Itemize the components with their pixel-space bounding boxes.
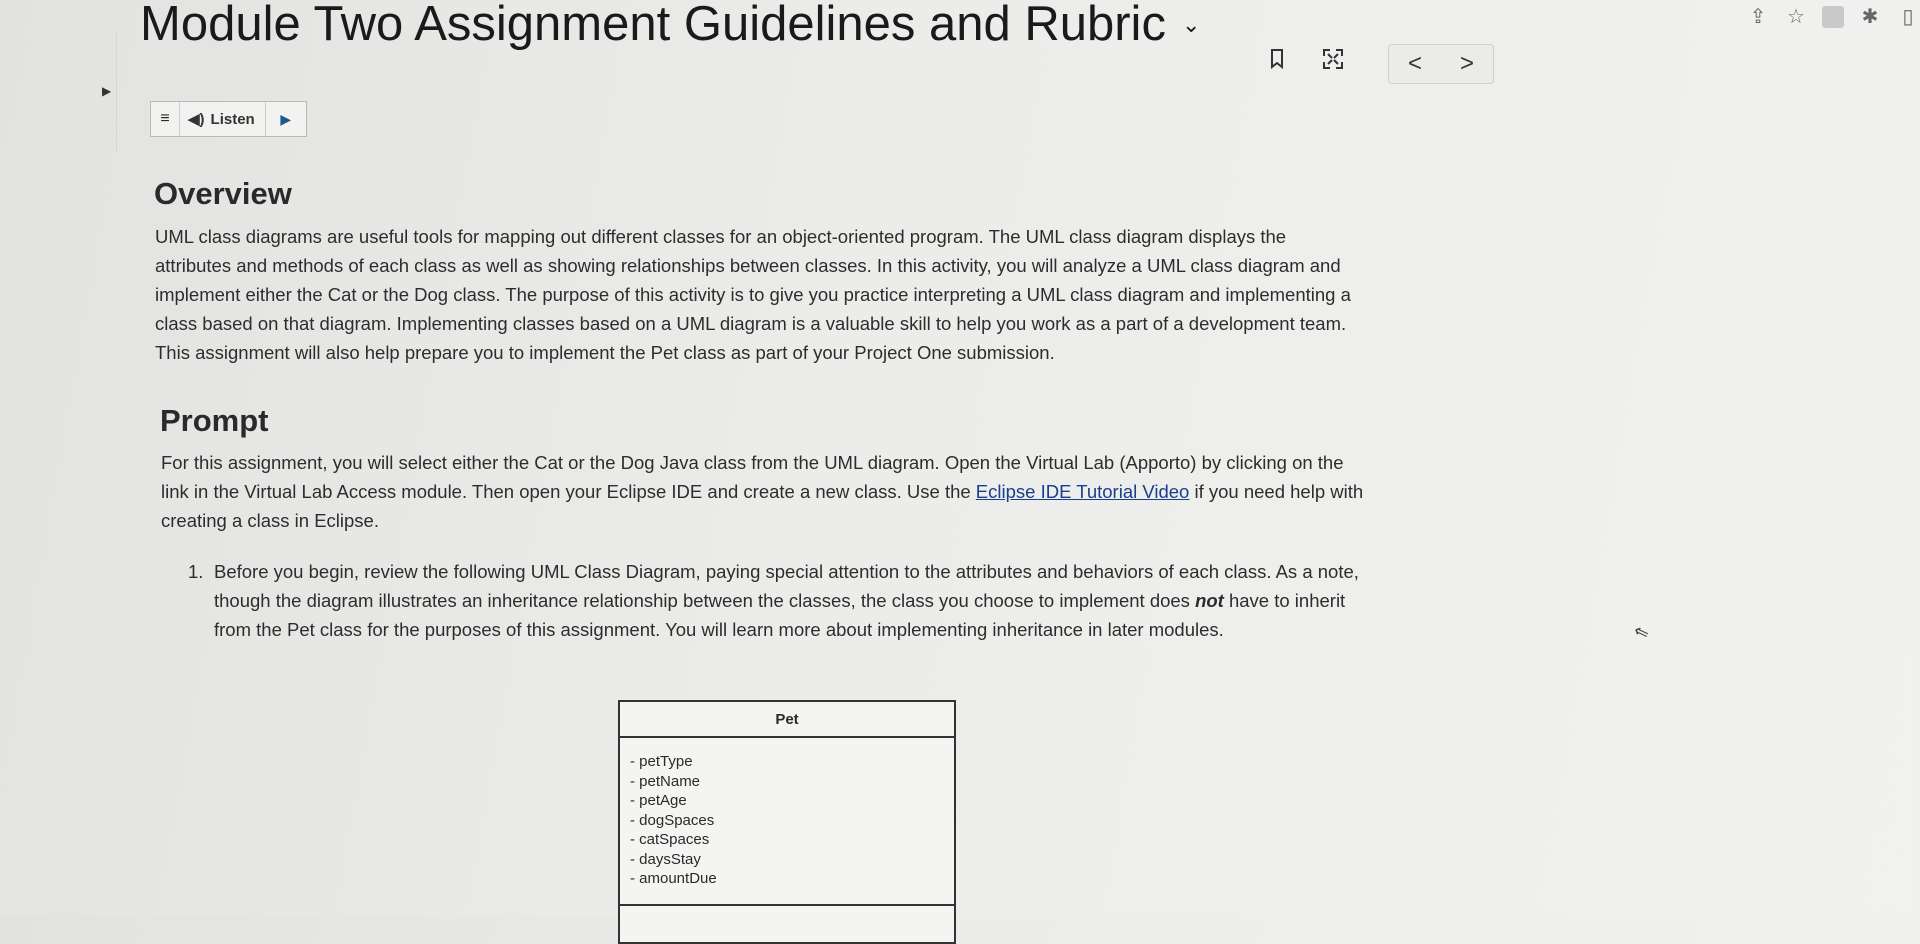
play-icon[interactable]: ▶ [280,110,292,127]
prompt-line: creating a class in Eclipse. [161,510,379,531]
uml-attribute: - petAge [630,792,687,809]
eclipse-tutorial-link[interactable]: Eclipse IDE Tutorial Video [975,481,1190,502]
uml-attribute: - amountDue [630,870,717,887]
read-aloud-widget [150,101,307,137]
prompt-text: if you need help with [1189,481,1364,502]
topic-navigation [1388,44,1494,84]
overview-line: class based on that diagram. Implementing classes based on a UML diagram is a valuable skill to help you work as a part of a development team. [155,313,1347,334]
list-item-text [214,557,1359,644]
content-tools [1270,48,1344,76]
prompt-line: For this assignment, you will select either the Cat or the Dog Java class from the UML diagram. Open the Virtual Lab (Apporto) by clicking on the [161,452,1344,473]
list-item-line [214,586,1359,615]
list-text: have to inherit [1223,590,1346,611]
list-item-line: from the Pet class for the purposes of this assignment. You will learn more about implementing inheritance in later modules. [214,619,1224,640]
next-topic-button[interactable]: > [1459,50,1474,77]
share-icon[interactable]: ⇪ [1749,6,1767,28]
uml-class-name: Pet [620,702,954,738]
prompt-line [161,477,1461,506]
uml-attribute: - petName [630,772,701,790]
prompt-paragraph [161,448,1461,535]
list-item-number: 1. [188,561,204,582]
list-text: though the diagram illustrates an inheritance relationship between the classes, the class you choose to implement does [214,590,1196,611]
list-item [188,557,1438,644]
prompt-heading: Prompt [160,403,269,438]
title-chevron-down-icon[interactable]: ⌄ [1181,12,1201,37]
uml-attribute: - daysStay [630,850,701,868]
page-title-text: Module Two Assignment Guidelines and Rubric [140,0,1166,51]
puzzle-icon[interactable]: ✱ [1861,6,1879,28]
listen-label: Listen [210,110,255,128]
page-title [140,0,1200,52]
expand-panel-icon[interactable]: ▶ [102,84,112,98]
extension-icon[interactable] [1822,6,1844,28]
prompt-text: link in the Virtual Lab Access module. Then open your Eclipse IDE and create a new class. Use the [161,481,976,502]
fullscreen-icon[interactable] [1322,48,1344,76]
overview-line: UML class diagrams are useful tools for mapping out different classes for an object-oriented program. The UML class diagram displays the [155,226,1287,247]
emphasis-not: not [1195,590,1224,611]
overview-heading: Overview [154,176,292,211]
uml-attribute: - dogSpaces [630,811,715,829]
uml-class-diagram [618,700,956,944]
listen-button[interactable] [180,102,266,136]
speaker-icon: ◀) [188,111,205,128]
star-icon[interactable]: ☆ [1787,6,1805,28]
mouse-cursor-icon: ⇖ [1630,620,1652,645]
uml-attribute: - petType [630,753,693,770]
steps-list [188,557,1438,644]
menu-icon[interactable]: ≡ [151,102,180,136]
browser-toolbar-icons [1746,4,1920,29]
uml-divider [620,904,954,906]
sidebar-icon[interactable]: ▯ [1902,6,1914,28]
previous-topic-button[interactable]: < [1407,50,1422,77]
overview-line: attributes and methods of each class as well as showing relationships between classes. In this activity, you will analyze a UML class diagram and [155,255,1341,276]
bookmark-icon[interactable] [1270,49,1284,75]
overview-line: This assignment will also help prepare you to implement the Pet class as part of your Project One submission. [155,342,1055,363]
overview-paragraph [155,222,1455,367]
list-item-line: Before you begin, review the following UML Class Diagram, paying special attention to the attributes and behaviors of each class. As a note, [214,561,1359,582]
overview-line: implement either the Cat or the Dog class. The purpose of this activity is to give you practice interpreting a UML class diagram and implementing a [155,284,1351,305]
uml-attribute: - catSpaces [630,831,710,848]
uml-attributes [630,752,954,889]
